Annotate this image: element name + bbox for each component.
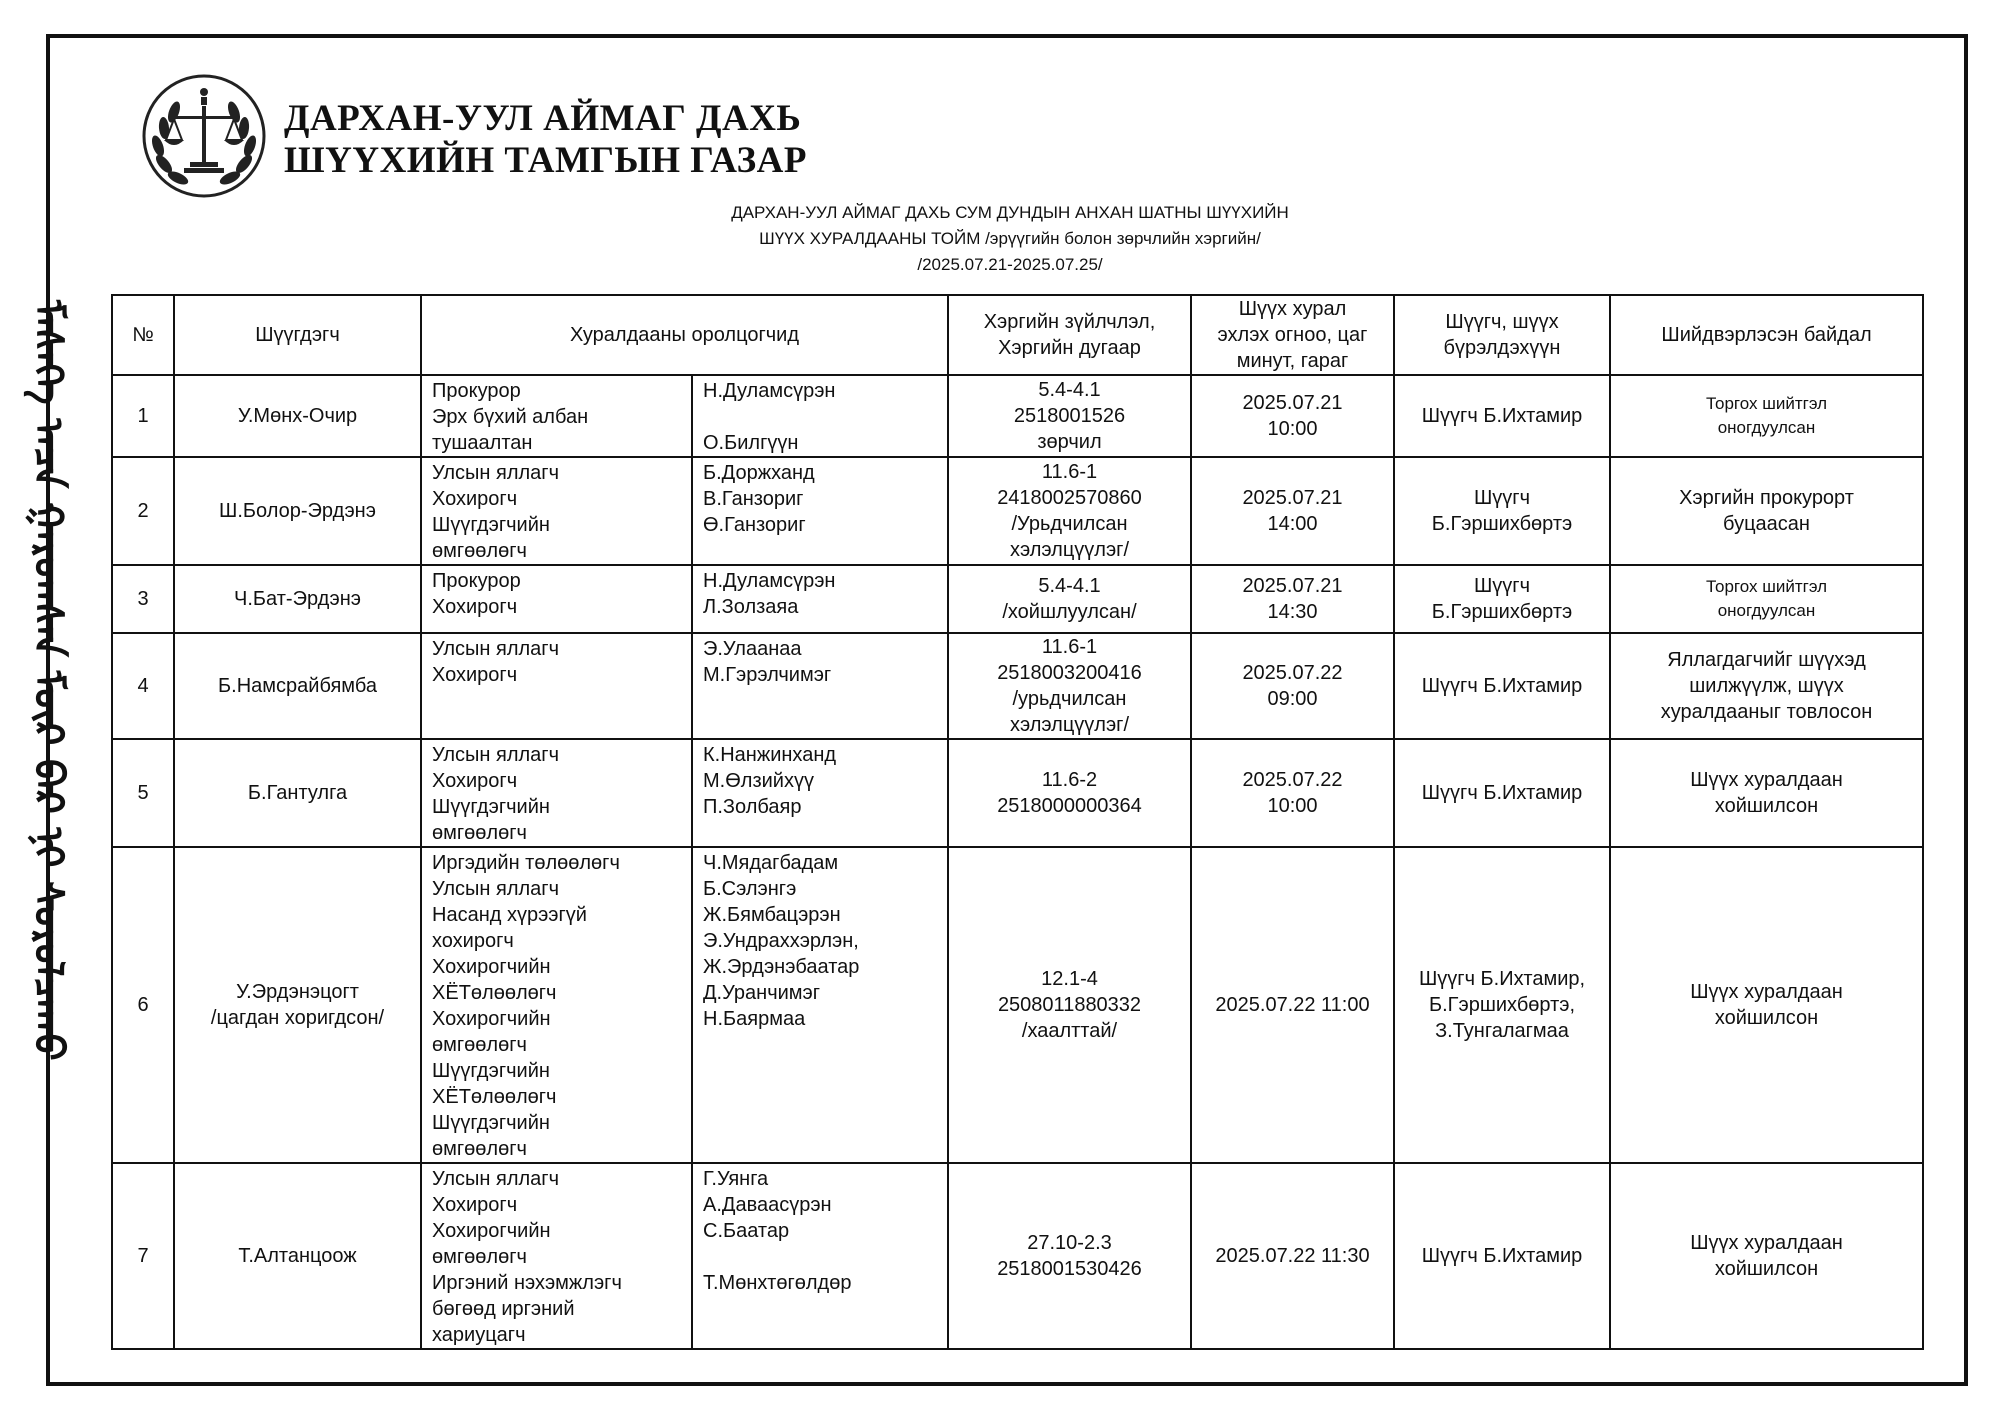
participant-roles-line: Насанд хүрээгүй [432,904,587,926]
datetime-line: 2025.07.22 11:30 [1215,1245,1370,1267]
participant-names-cell [692,375,948,457]
participant-roles-cell [421,739,692,847]
organization-name [284,98,807,182]
case-line: зөрчил [1037,431,1102,453]
participant-names-line: Б.Сэлэнгэ [703,878,797,900]
participant-names-line: Н.Баярмаа [703,1008,806,1030]
judge-cell [1394,457,1610,565]
decision-cell [1610,739,1923,847]
table-row [112,739,1923,847]
defendant-cell [174,847,421,1163]
participant-names-line: М.Гэрэлчимэг [703,664,832,686]
participant-names-line [703,404,937,430]
judge-cell [1394,375,1610,457]
participant-names-line: Б.Доржханд [703,462,815,484]
judge-cell [1394,1163,1610,1349]
row-number-text: 3 [137,588,149,610]
case-line: 11.6-2 [1041,769,1098,791]
participant-names-line: Н.Дуламсүрэн [703,570,836,592]
case-line: /Урьдчилсан [1011,513,1128,535]
case-line: 5.4-4.1 [1038,575,1101,597]
row-number [112,457,174,565]
table-row [112,375,1923,457]
decision-line: хойшилсон [1714,795,1819,817]
datetime-line: 2025.07.22 [1242,769,1343,791]
participant-roles-line: Улсын яллагч [432,878,560,900]
row-number-text: 2 [137,500,149,522]
participant-roles-line: өмгөөлөгч [432,1034,527,1056]
datetime-line: 09:00 [1267,688,1318,710]
participant-names-cell [692,1163,948,1349]
row-number [112,1163,174,1349]
participant-names-cell [692,633,948,739]
case-cell [948,565,1191,633]
row-number [112,375,174,457]
datetime-cell [1191,375,1394,457]
decision-line: Шүүх хуралдаан [1690,981,1843,1003]
datetime-line: 2025.07.22 [1242,662,1343,684]
datetime-line: 14:30 [1267,601,1318,623]
defendant-cell [174,565,421,633]
document-title-line-2: ШҮҮХ ХУРАЛДААНЫ ТОЙМ /эрүүгийн болон зөрчлийн хэргийн/ [759,229,1261,248]
judge-cell [1394,565,1610,633]
defendant-line: Б.Гантулга [247,782,348,804]
participant-names-line: Э.Ундраххэрлэн, [703,930,859,952]
participant-roles-line: Улсын яллагч [432,638,560,660]
decision-line: Яллагдагчийг шүүхэд [1667,649,1866,671]
judge-line: Шүүгч Б.Ихтамир [1421,782,1583,804]
case-line: 11.6-1 [1041,461,1098,483]
case-cell [948,375,1191,457]
decision-cell [1610,375,1923,457]
judge-line: Б.Гэршихбөртэ [1431,513,1573,535]
defendant-line: Т.Алтанцоож [238,1245,357,1267]
defendant-cell [174,375,421,457]
case-line: /урьдчилсан [1012,688,1127,710]
datetime-cell [1191,633,1394,739]
case-line: 2518001530426 [997,1258,1142,1280]
participant-roles-line: ХЁТөлөөлөгч [432,1086,557,1108]
participant-roles-cell [421,633,692,739]
case-cell [948,1163,1191,1349]
decision-cell [1610,847,1923,1163]
participant-names-line: Г.Уянга [703,1168,769,1190]
participant-roles-line: тушаалтан [432,432,533,454]
participant-roles-line: өмгөөлөгч [432,822,527,844]
case-cell [948,847,1191,1163]
decision-line: Хэргийн прокурорт [1679,487,1854,509]
judge-cell [1394,847,1610,1163]
participant-roles-line: Хохирогч [432,770,518,792]
participant-names-cell [692,565,948,633]
case-cell [948,739,1191,847]
defendant-line: Ч.Бат-Эрдэнэ [234,588,361,610]
defendant-line: Ш.Болор-Эрдэнэ [219,500,376,522]
participant-roles-line: өмгөөлөгч [432,1138,527,1160]
case-line: 2418002570860 [997,487,1142,509]
judge-line: Шүүгч Б.Ихтамир, [1418,968,1586,990]
row-number-text: 7 [137,1245,149,1267]
judge-line: Шүүгч [1473,575,1531,597]
defendant-cell [174,633,421,739]
decision-line: хойшилсон [1714,1258,1819,1280]
participant-names-cell [692,739,948,847]
decision-cell [1610,1163,1923,1349]
datetime-line: 10:00 [1267,418,1318,440]
participant-roles-line: Шүүгдэгчийн [432,1060,550,1082]
judge-cell [1394,633,1610,739]
participant-names-line: Ж.Бямбацэрэн [703,904,841,926]
case-line: хэлэлцүүлэг/ [1009,714,1130,736]
participant-roles-cell [421,847,692,1163]
participant-roles-line: Улсын яллагч [432,462,560,484]
judge-cell [1394,739,1610,847]
mongolian-script-text [18,200,78,1160]
row-number [112,739,174,847]
participant-names-line: С.Баатар [703,1220,790,1242]
decision-cell [1610,457,1923,565]
participant-roles-cell [421,457,692,565]
defendant-line: У.Мөнх-Очир [237,405,358,427]
table-row [112,847,1923,1163]
document-title-line-3: /2025.07.21-2025.07.25/ [917,255,1103,274]
participant-roles-line: хохирогч [432,930,514,952]
participant-names-line: Э.Улаанаа [703,638,802,660]
participant-roles-cell [421,375,692,457]
participant-names-cell [692,457,948,565]
datetime-cell [1191,1163,1394,1349]
case-line: 11.6-1 [1041,636,1098,658]
participant-roles-line: Хохирогч [432,596,518,618]
case-line: 12.1-4 [1041,968,1098,990]
participant-roles-line: өмгөөлөгч [432,540,527,562]
participant-names-line [703,1244,937,1270]
datetime-line: 2025.07.22 11:00 [1215,994,1370,1016]
decision-line: оногдуулсан [1717,601,1816,620]
header-no: № [112,295,174,375]
case-line: 27.10-2.3 [1027,1232,1112,1254]
decision-line: Торгох шийтгэл [1705,577,1828,596]
header-decision: Шийдвэрлэсэн байдал [1610,295,1923,375]
row-number-text: 6 [137,994,149,1016]
participant-roles-line: Шүүгдэгчийн [432,514,550,536]
judge-line: Шүүгч Б.Ихтамир [1421,405,1583,427]
judge-line: З.Тунгалагмаа [1435,1020,1569,1042]
header-judge: Шүүгч, шүүх бүрэлдэхүүн [1394,295,1610,375]
row-number-text: 5 [137,782,149,804]
participant-roles-line: Улсын яллагч [432,1168,560,1190]
judge-line: Б.Гэршихбөртэ [1431,601,1573,623]
document-title [540,200,1480,278]
participant-names-line: Д.Уранчимэг [703,982,821,1004]
case-line: 2508011880332 [997,994,1142,1016]
participant-roles-line: Прокурор [432,570,521,592]
participant-names-line: К.Нанжинханд [703,744,837,766]
header-datetime: Шүүх хурал эхлэх огноо, цаг минут, гараг [1191,295,1394,375]
participant-roles-cell [421,565,692,633]
mongolian-script-label: ᠮᠡᠰᠡᠭᠡ ᠠᠴᠠ ᠭᠠᠷᠤᠭᠰᠠᠨ ᠮᠥᠷ ᠪᠠᠷ ᠨᠢ ᠰᠤᠷᠤᠯᠴᠠᠬᠤ [25,299,72,1061]
participant-roles-line: бөгөөд иргэний [432,1298,575,1320]
participant-names-line: Н.Дуламсүрэн [703,380,836,402]
participant-names-line: М.Өлзийхүү [703,770,814,792]
judge-line: Шүүгч Б.Ихтамир [1421,675,1583,697]
datetime-line: 2025.07.21 [1242,392,1343,414]
participant-names-line: Л.Золзаяа [703,596,799,618]
participant-roles-line: Хохирогч [432,488,518,510]
defendant-cell [174,457,421,565]
participant-names-line: В.Ганзориг [703,488,804,510]
document-title-line-1: ДАРХАН-УУЛ АЙМАГ ДАХЬ СУМ ДУНДЫН АНХАН ШАТНЫ ШҮҮХИЙН [731,203,1289,222]
table-row [112,565,1923,633]
row-number-text: 1 [137,405,149,427]
participant-roles-line: Иргэний нэхэмжлэгч [432,1272,622,1294]
decision-line: хуралдааныг товлосон [1660,701,1873,723]
decision-line: Шүүх хуралдаан [1690,1232,1843,1254]
participant-roles-line: Хохирогч [432,1194,518,1216]
decision-line: оногдуулсан [1717,418,1816,437]
table-row [112,457,1923,565]
decision-line: хойшилсон [1714,1007,1819,1029]
header-participants: Хуралдааны оролцогчид [421,295,948,375]
organization-line-2: ШҮҮХИЙН ТАМГЫН ГАЗАР [284,140,807,181]
participant-names-line: П.Золбаяр [703,796,802,818]
participant-roles-line: ХЁТөлөөлөгч [432,982,557,1004]
judge-line: Шүүгч [1473,487,1531,509]
participant-roles-line: Хохирогчийн [432,956,551,978]
row-number-text: 4 [137,675,149,697]
case-line: /хаалттай/ [1021,1020,1118,1042]
participant-roles-line: Хохирогч [432,664,518,686]
datetime-line: 2025.07.21 [1242,575,1343,597]
organization-line-1: ДАРХАН-УУЛ АЙМАГ ДАХЬ [284,98,802,139]
participant-roles-line: Прокурор [432,380,521,402]
participant-names-cell [692,847,948,1163]
row-number [112,633,174,739]
participant-names-line: Ө.Ганзориг [703,514,806,536]
table-row [112,1163,1923,1349]
case-line: 5.4-4.1 [1038,379,1101,401]
participant-roles-line: Улсын яллагч [432,744,560,766]
participant-names-line: О.Билгүүн [703,432,799,454]
defendant-cell [174,1163,421,1349]
case-line: хэлэлцүүлэг/ [1009,539,1130,561]
case-line: 2518000000364 [997,795,1142,817]
decision-cell [1610,633,1923,739]
defendant-line: Б.Намсрайбямба [218,675,377,697]
case-cell [948,457,1191,565]
participant-roles-line: хариуцагч [432,1324,526,1346]
datetime-line: 14:00 [1267,513,1318,535]
participant-roles-line: Шүүгдэгчийн [432,1112,550,1134]
datetime-cell [1191,739,1394,847]
decision-line: Шүүх хуралдаан [1690,769,1843,791]
table-row [112,633,1923,739]
datetime-line: 2025.07.21 [1242,487,1343,509]
decision-line: шилжүүлж, шүүх [1689,675,1844,697]
judge-line: Шүүгч Б.Ихтамир [1421,1245,1583,1267]
row-number [112,847,174,1163]
defendant-line: У.Эрдэнэцогт [236,981,359,1003]
participant-roles-cell [421,1163,692,1349]
participant-roles-line: өмгөөлөгч [432,1246,527,1268]
header-defendant: Шүүгдэгч [174,295,421,375]
participant-roles-line: Хохирогчийн [432,1008,551,1030]
case-line: /хойшлуулсан/ [1002,601,1137,623]
participant-roles-line: Иргэдийн төлөөлөгч [432,852,620,874]
table-header-row [112,295,1923,375]
participant-roles-line: Шүүгдэгчийн [432,796,550,818]
decision-line: буцаасан [1723,513,1810,535]
participant-names-line: Ч.Мядагбадам [703,852,839,874]
decision-cell [1610,565,1923,633]
header-case: Хэргийн зүйлчлэл, Хэргийн дугаар [948,295,1191,375]
participant-names-line: А.Даваасүрэн [703,1194,832,1216]
defendant-cell [174,739,421,847]
datetime-cell [1191,565,1394,633]
defendant-line: /цагдан хоригдсон/ [210,1007,385,1029]
datetime-cell [1191,457,1394,565]
row-number [112,565,174,633]
case-cell [948,633,1191,739]
datetime-line: 10:00 [1267,795,1318,817]
decision-line: Торгох шийтгэл [1705,394,1828,413]
judge-line: Б.Гэршихбөртэ, [1428,994,1575,1016]
participant-roles-line: Эрх бүхий албан [432,406,589,428]
datetime-cell [1191,847,1394,1163]
participant-names-line: Ж.Эрдэнэбаатар [703,956,860,978]
case-line: 2518003200416 [997,662,1142,684]
participant-names-line: Т.Мөнхтөгөлдөр [703,1272,852,1294]
court-emblem-icon [138,70,270,202]
participant-roles-line: Хохирогчийн [432,1220,551,1242]
court-schedule-table [111,294,1924,1350]
case-line: 2518001526 [1013,405,1126,427]
